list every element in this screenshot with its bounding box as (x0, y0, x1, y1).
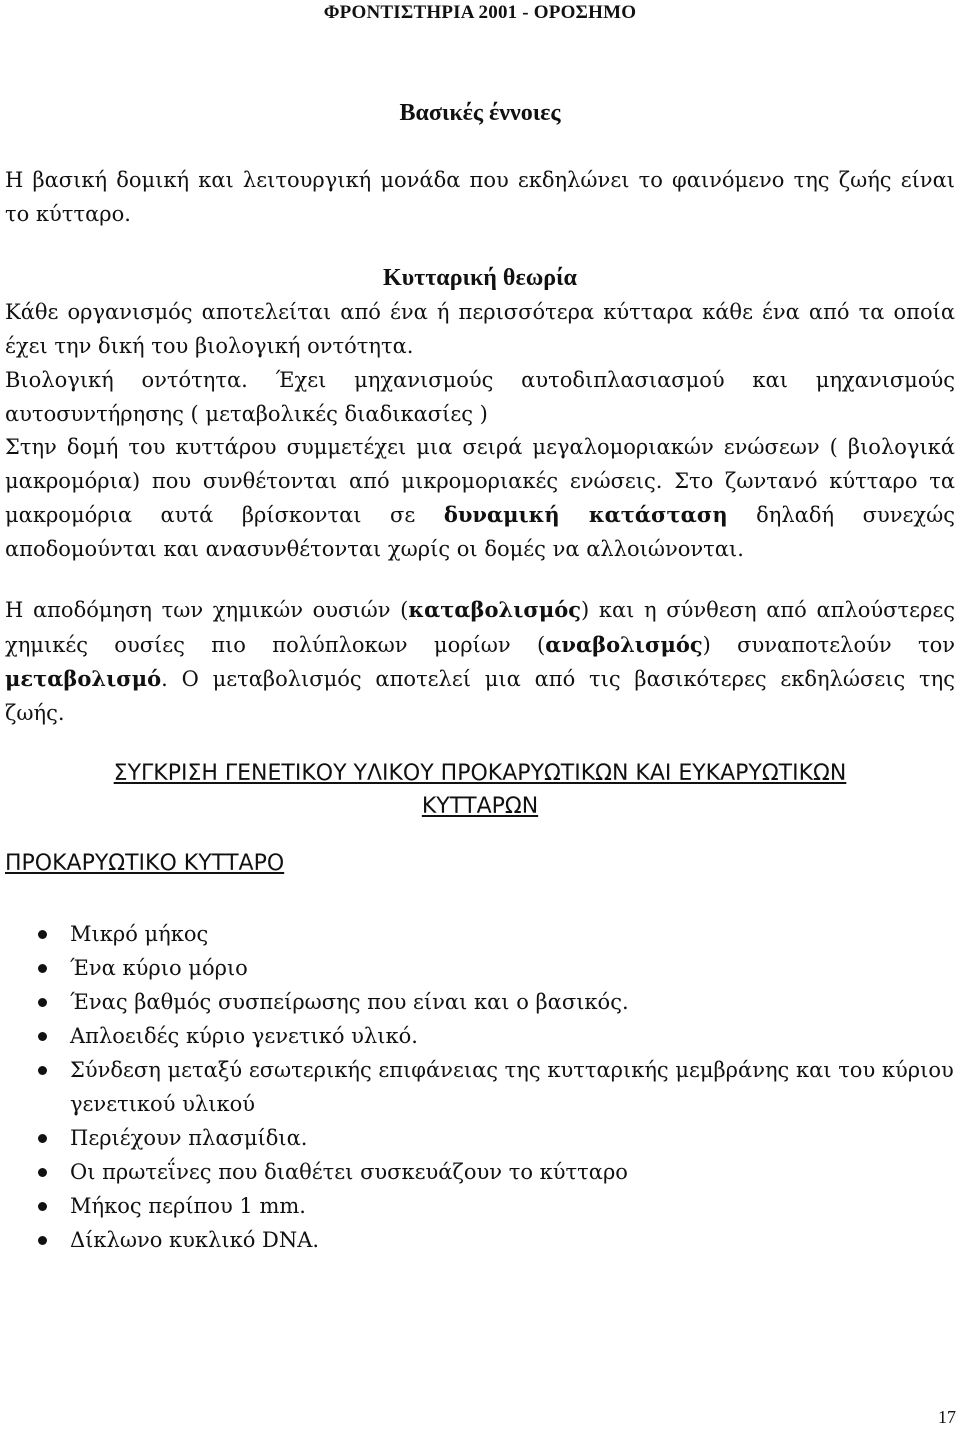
bullet-icon (38, 1032, 47, 1041)
list-item (0, 1189, 955, 1223)
metabolism-text-b: ) και η σύνθεση από απλούστερες χημικές ουσίες πιο πολύπλοκων μορίων ( (5, 598, 955, 657)
dynamic-state-term: δυναμική κατάσταση (443, 502, 728, 527)
biological-entity-paragraph: Βιολογική οντότητα. Έχει μηχανισμούς αυτοδιπλασιασμού και μηχανισμούς αυτοσυντήρησης ( μεταβολικές διαδικασίες ) (5, 368, 955, 426)
bullet-icon (38, 1236, 47, 1245)
bullet-icon (38, 964, 47, 973)
list-item-text: Μικρό μήκος (70, 922, 209, 946)
macromolecules-text-start: Στην δομή του κυττάρου συμμετέχει μια σειρά μεγαλομοριακών ενώσεων ( βιολογικά μακρομόρια) που συνθέτονται από μικρομοριακές ενώσεις. Στο ζωντανό κύτταρο τα μακρομόρια αυτά βρίσκονται σε (5, 435, 955, 527)
catabolism-term: καταβολισμός (408, 597, 582, 622)
anabolism-term: αναβολισμός (545, 631, 703, 657)
list-item (0, 985, 955, 1019)
metabolism-text-a: Η αποδόμηση των χημικών ουσιών ( (5, 598, 409, 622)
comparison-title-line1: ΣΥΓΚΡΙΣΗ ΓΕΝΕΤΙΚΟΥ ΥΛΙΚΟΥ ΠΡΟΚΑΡΥΩΤΙΚΩΝ ΚΑΙ ΕΥΚΑΡΥΩΤΙΚΩΝ (113, 761, 847, 786)
bullet-icon (38, 1202, 47, 1211)
comparison-title-line2: ΚΥΤΤΑΡΩΝ (421, 794, 539, 819)
running-header: ΦΡΟΝΤΙΣΤΗΡΙΑ 2001 - ΟΡΟΣΗΜΟ (323, 2, 637, 23)
list-item-text: Δίκλωνο κυκλικό DNA. (70, 1228, 320, 1252)
cell-theory-paragraph: Κάθε οργανισμός αποτελείται από ένα ή περισσότερα κύτταρα κάθε ένα από τα οποία έχει την δική του βιολογική οντότητα. (5, 300, 955, 358)
list-item (0, 1155, 955, 1189)
page-number: 17 (938, 1407, 956, 1427)
list-item-text: Περιέχουν πλασμίδια. (70, 1126, 308, 1150)
bullet-icon (38, 1066, 47, 1075)
list-item (0, 951, 955, 985)
prokaryotic-cell-title: ΠΡΟΚΑΡΥΩΤΙΚΟ ΚΥΤΤΑΡΟ (5, 851, 285, 876)
bullet-icon (38, 930, 47, 939)
list-item-text: Σύνδεση μεταξύ εσωτερικής επιφάνειας της κυτταρικής μεμβράνης και του κύριου γενετικού υλικού (70, 1058, 954, 1116)
list-item (0, 1223, 955, 1257)
list-item-text: Ένα κύριο μόριο (70, 956, 248, 980)
list-item (0, 1053, 955, 1121)
basics-title: Βασικές έννοιες (399, 100, 561, 126)
list-item-text: Ένας βαθμός συσπείρωσης που είναι και ο βασικός. (70, 990, 629, 1014)
bullet-icon (38, 1134, 47, 1143)
bullet-icon (38, 1168, 47, 1177)
list-item-text: Μήκος περίπου 1 mm. (70, 1194, 306, 1218)
macromolecules-text-end: δηλαδή συνεχώς αποδομούνται και ανασυνθέτονται χωρίς οι δομές να αλλοιώνονται. (5, 503, 956, 561)
metabolism-text-d: . Ο μεταβολισμός αποτελεί μια από τις βασικότερες εκδηλώσεις της ζωής. (5, 667, 955, 725)
macromolecules-paragraph (5, 431, 955, 566)
bullet-icon (38, 998, 47, 1007)
metabolism-term: μεταβολισμό (5, 666, 162, 691)
list-item-text: Απλοειδές κύριο γενετικό υλικό. (70, 1024, 418, 1048)
list-item (0, 917, 955, 951)
list-item-text: Οι πρωτεΐνες που διαθέτει συσκευάζουν το κύτταρο (70, 1160, 628, 1184)
comparison-title (0, 757, 960, 823)
list-item (0, 1019, 955, 1053)
prokaryotic-features-list (0, 917, 955, 1257)
list-item (0, 1121, 955, 1155)
basics-paragraph: Η βασική δομική και λειτουργική μονάδα που εκδηλώνει το φαινόμενο της ζωής είναι το κύτταρο. (5, 168, 955, 226)
metabolism-text-c: ) συναποτελούν τον (702, 632, 956, 657)
cell-theory-title: Κυτταρική θεωρία (383, 265, 577, 291)
metabolism-paragraph (5, 593, 955, 730)
